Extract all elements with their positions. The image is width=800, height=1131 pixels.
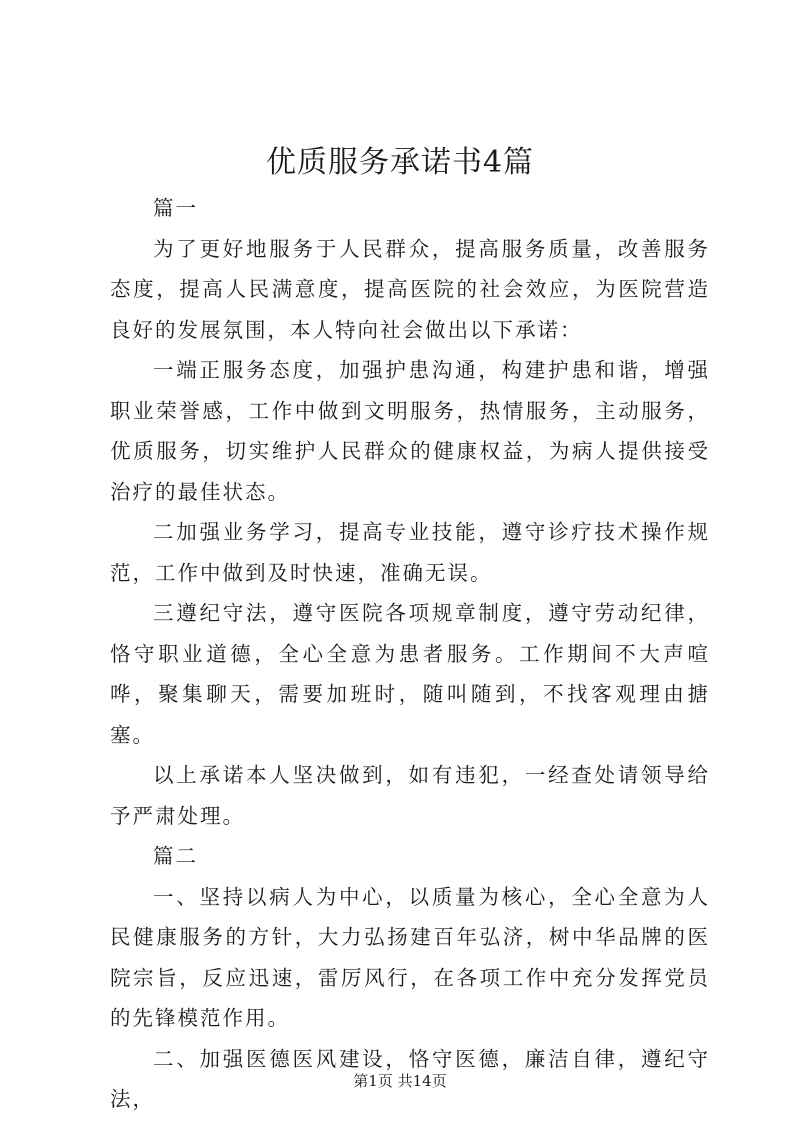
paragraph: 一端正服务态度，加强护患沟通，构建护患和谐，增强职业荣誉感，工作中做到文明服务，热情服务，主动服务，优质服务，切实维护人民群众的健康权益，为病人提供接受治疗的最佳状态。 — [110, 358, 710, 504]
paragraph: 为了更好地服务于人民群众，提高服务质量，改善服务态度，提高人民满意度，提高医院的社会效应，为医院营造良好的发展氛围，本人特向社会做出以下承诺： — [110, 236, 710, 342]
paragraph: 二、加强医德医风建设，恪守医德，廉洁自律，遵纪守法， — [110, 1046, 710, 1111]
document-title: 优质服务承诺书4篇 — [265, 145, 535, 180]
section-heading-1: 篇一 — [153, 196, 199, 220]
document-body — [110, 188, 710, 1120]
paragraph: 一、坚持以病人为中心，以质量为核心，全心全意为人民健康服务的方针，大力弘扬建百年弘济，树中华品牌的医院宗旨，反应迅速，雷厉风行，在各项工作中充分发挥党员的先锋模范作用。 — [110, 884, 710, 1030]
paragraph: 以上承诺本人坚决做到，如有违犯，一经查处请领导给予严肃处理。 — [110, 763, 710, 828]
paragraph: 二加强业务学习，提高专业技能，遵守诊疗技术操作规范，工作中做到及时快速，准确无误。 — [110, 520, 710, 585]
page-footer: 第1页 共14页 — [353, 1072, 447, 1090]
section-heading-2: 篇二 — [153, 844, 199, 868]
paragraph: 三遵纪守法，遵守医院各项规章制度，遵守劳动纪律，恪守职业道德，全心全意为患者服务。工作期间不大声喧哗，聚集聊天，需要加班时，随叫随到，不找客观理由搪塞。 — [110, 601, 710, 747]
